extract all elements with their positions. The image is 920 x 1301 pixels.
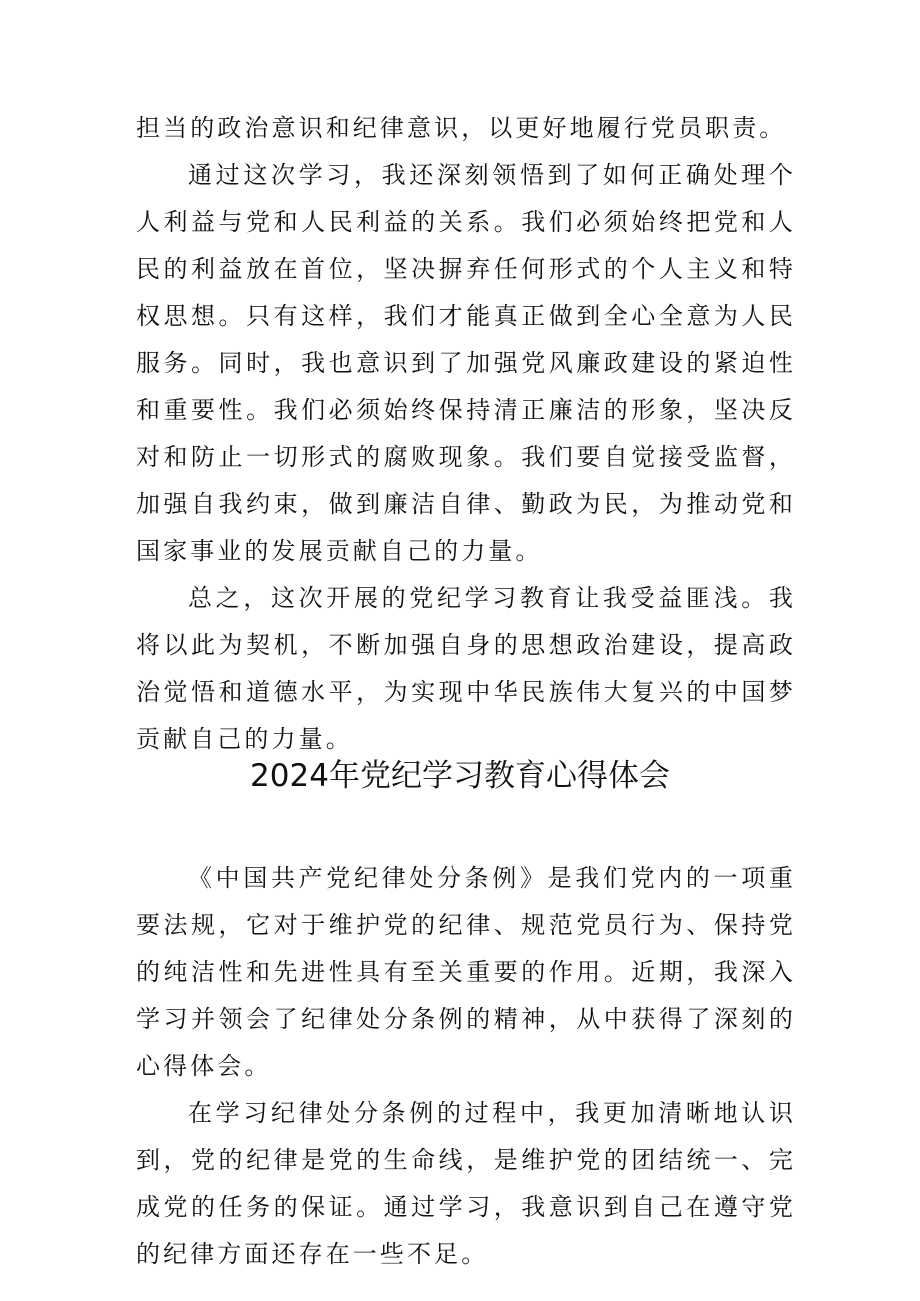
paragraph-reflection: 通过这次学习，我还深刻领悟到了如何正确处理个人利益与党和人民利益的关系。我们必须始终把党和人民的利益放在首位，坚决摒弃任何形式的个人主义和特权思想。只有这样，我们才能真正做到全心全意为人民服务。同时，我也意识到了加强党风廉政建设的紧迫性和重要性。我们必须始终保持清正廉洁的形象，坚决反对和防止一切形式的腐败现象。我们要自觉接受监督，加强自我约束，做到廉洁自律、勤政为民，为推动党和国家事业的发展贡献自己的力量。	[136, 161, 796, 565]
previous-section-text	[136, 105, 796, 763]
paragraph-learning: 在学习纪律处分条例的过程中，我更加清晰地认识到，党的纪律是党的生命线，是维护党的团结统一、完成党的任务的保证。通过学习，我意识到自己在遵守党的纪律方面还存在一些不足。	[136, 1099, 796, 1268]
paragraph-conclusion: 总之，这次开展的党纪学习教育让我受益匪浅。我将以此为契机，不断加强自身的思想政治建设，提高政治觉悟和道德水平，为实现中华民族伟大复兴的中国梦贡献自己的力量。	[136, 584, 796, 753]
paragraph-continuation: 担当的政治意识和纪律意识，以更好地履行党员职责。	[136, 114, 787, 142]
paragraph-intro: 《中国共产党纪律处分条例》是我们党内的一项重要法规，它对于维护党的纪律、规范党员行为、保持党的纯洁性和先进性具有至关重要的作用。近期，我深入学习并领会了纪律处分条例的精神，从中获得了深刻的心得体会。	[136, 864, 796, 1080]
article-title: 2024年党纪学习教育心得体会	[250, 758, 670, 794]
article-body	[136, 855, 796, 1278]
